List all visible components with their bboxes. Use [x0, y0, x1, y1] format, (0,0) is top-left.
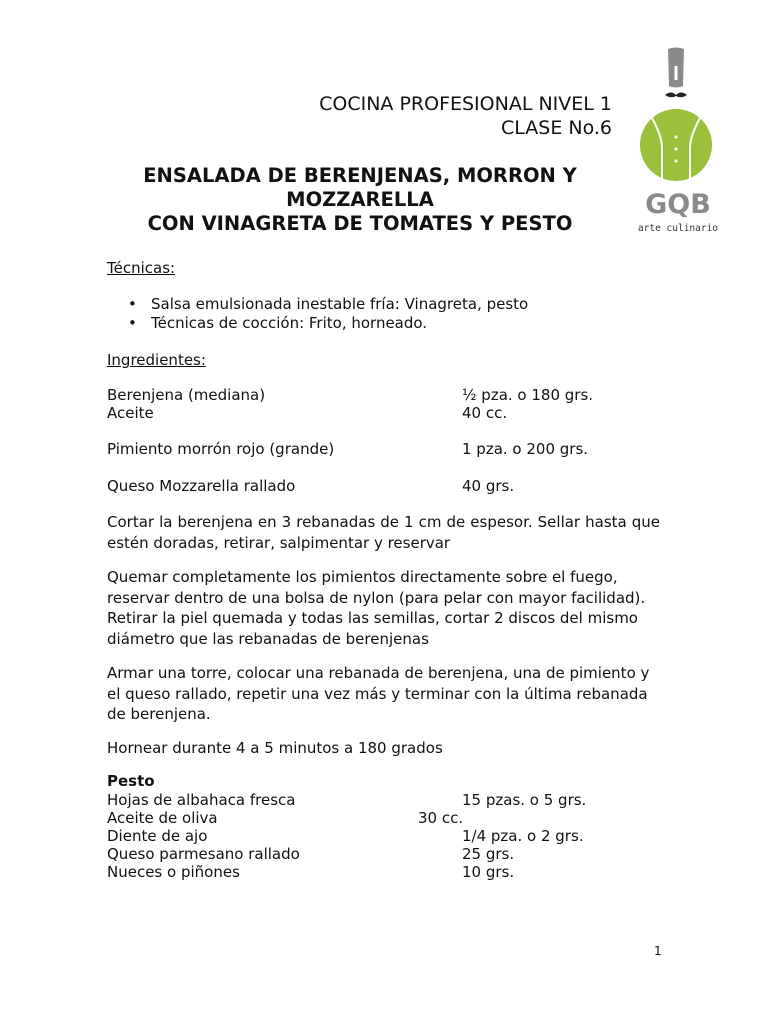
- step-paragraph: Quemar completamente los pimientos directamente sobre el fuego, reservar dentro de una bolsa de nylon (para pelar con mayor facilidad). Retirar la piel quemada y todas las semillas, cortar 2 discos del mismo diámetro que las rebanadas de berenjenas: [107, 568, 646, 648]
- pesto-ingredient-name: Hojas de albahaca fresca: [107, 791, 296, 809]
- ingredient-qty: ½ pza. o 180 grs.: [462, 386, 594, 404]
- step-paragraph: Cortar la berenjena en 3 rebanadas de 1 cm de espesor. Sellar hasta que estén doradas, retirar, salpimentar y reservar: [107, 513, 660, 552]
- ingredient-name: Queso Mozzarella rallado: [107, 477, 296, 495]
- pesto-ingredient-name: Queso parmesano rallado: [107, 845, 300, 863]
- tecnica-item: • Técnicas de cocción: Frito, horneado.: [128, 314, 528, 333]
- tecnica-item: • Salsa emulsionada inestable fría: Vinagreta, pesto: [128, 295, 528, 314]
- step-paragraph: Armar una torre, colocar una rebanada de berenjena, una de pimiento y el queso rallado, repetir una vez más y terminar con la última rebanada de berenjena.: [107, 664, 650, 723]
- recipe-title: [107, 164, 613, 236]
- tecnicas-list: [128, 295, 528, 333]
- title-line-1: ENSALADA DE BERENJENAS, MORRON Y: [143, 164, 577, 187]
- pesto-ingredient-qty: 10 grs.: [462, 863, 515, 881]
- pesto-ingredient-qty: 25 grs.: [462, 845, 515, 863]
- page-number: 1: [654, 944, 662, 958]
- ingredientes-label: Ingredientes:: [107, 351, 206, 369]
- ingredient-qty: 1 pza. o 200 grs.: [462, 440, 589, 458]
- pesto-ingredient-qty: 30 cc.: [418, 809, 464, 827]
- pesto-ingredient-name: Nueces o piñones: [107, 863, 240, 881]
- pesto-title: Pesto: [107, 772, 155, 790]
- class-number: CLASE No.6: [500, 117, 612, 139]
- step-paragraph: Hornear durante 4 a 5 minutos a 180 grados: [107, 739, 443, 757]
- ingredient-name: Aceite: [107, 404, 154, 422]
- tecnicas-label: Técnicas:: [107, 259, 176, 277]
- ingredient-name: Berenjena (mediana): [107, 386, 266, 404]
- course-header: [319, 92, 612, 140]
- title-line-2: MOZZARELLA: [286, 188, 434, 211]
- pesto-ingredient-qty: 15 pzas. o 5 grs.: [462, 791, 587, 809]
- logo-tagline: arte culinario: [637, 223, 719, 234]
- ingredient-name: Pimiento morrón rojo (grande): [107, 440, 335, 458]
- gqb-logo: [628, 44, 728, 240]
- title-line-3: CON VINAGRETA DE TOMATES Y PESTO: [147, 212, 573, 235]
- pesto-ingredient-name: Aceite de oliva: [107, 809, 218, 827]
- course-title: COCINA PROFESIONAL NIVEL 1: [319, 93, 612, 115]
- ingredient-qty: 40 cc.: [462, 404, 508, 422]
- ingredient-qty: 40 grs.: [462, 477, 515, 495]
- logo-brand: GQB: [645, 189, 711, 220]
- pesto-ingredient-name: Diente de ajo: [107, 827, 208, 845]
- pesto-ingredient-qty: 1/4 pza. o 2 grs.: [462, 827, 584, 845]
